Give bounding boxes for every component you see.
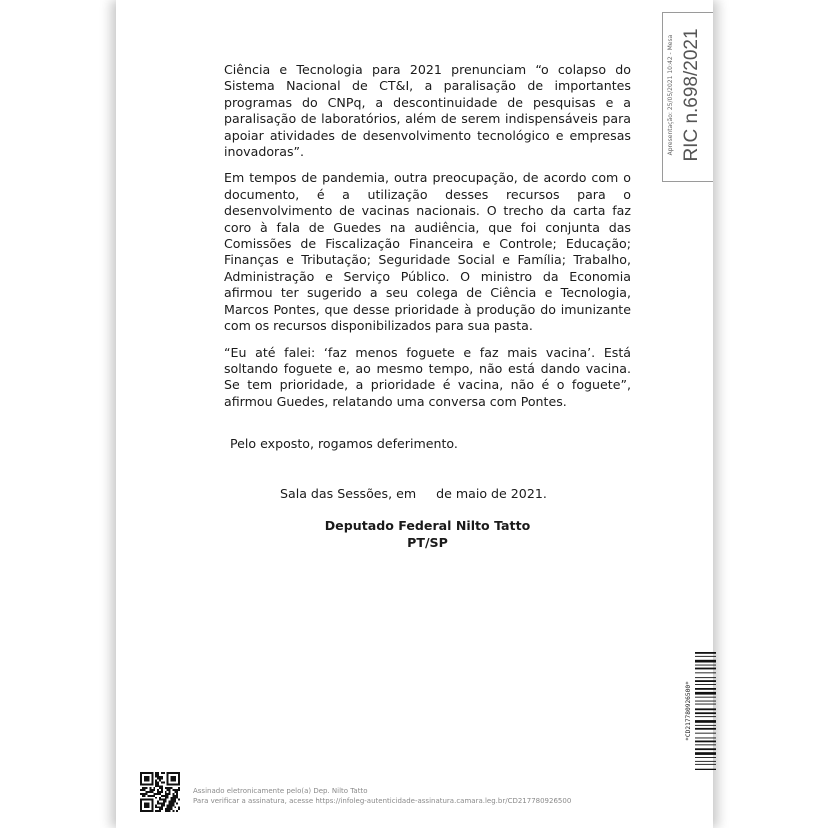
footer-verify-link: Para verificar a assinatura, acesse https://infoleg-autenticidade-assinatura.camara.leg.br/CD217780926500: [193, 797, 572, 805]
barcode-number: *CD217780926500*: [685, 681, 692, 741]
filing-stamp: [662, 12, 713, 182]
qr-code-image: [140, 772, 180, 812]
document-body: [224, 62, 631, 420]
closing-line: Pelo exposto, rogamos deferimento.: [230, 436, 458, 451]
signature-footer: [193, 786, 571, 806]
stamp-date: Apresentação: 25/05/2021 10:42 - Mesa: [667, 34, 674, 156]
signature-name: Deputado Federal Nilto Tatto: [324, 518, 531, 533]
session-line: [280, 486, 547, 501]
signature-block: [224, 517, 631, 551]
footer-signed-by: Assinado eletronicamente pelo(a) Dep. Nilto Tatto: [193, 787, 368, 795]
paragraph-2: Em tempos de pandemia, outra preocupação, de acordo com o documento, é a utilização desses recursos para o desenvolvimento de vacinas nacionais. O trecho da carta faz coro à fala de Guedes na audiência, que foi conjunta das Comissões de Fiscalização Financeira e Controle; Educação; Finanças e Tributação; Seguridade Social e Família; Trabalho, Administração e Serviço Público. O ministro da Economia afirmou ter sugerido a seu colega de Ciência e Tecnologia, Marcos Pontes, que desse prioridade à produção do imunizante com os recursos disponibilizados para sua pasta.: [224, 170, 631, 334]
signature-party: PT/SP: [407, 535, 448, 550]
session-line-end: de maio de 2021.: [436, 486, 547, 501]
document-page: [116, 0, 713, 828]
session-line-start: Sala das Sessões, em: [280, 486, 417, 501]
paragraph-3: “Eu até falei: ‘faz menos foguete e faz mais vacina’. Está soltando foguete e, ao mesmo tempo, não está dando vacina. Se tem prioridade, a prioridade é vacina, não é o foguete”, afirmou Guedes, relatando uma conversa com Pontes.: [224, 344, 631, 409]
paragraph-1: Ciência e Tecnologia para 2021 prenunciam “o colapso do Sistema Nacional de CT&I, a paralisação de importantes programas do CNPq, a descontinuidade de pesquisas e a paralisação de laboratórios, além de serem indispensáveis para apoiar atividades de desenvolvimento tecnológico e empresas inovadoras”.: [224, 62, 631, 160]
stamp-number: RIC n.698/2021: [681, 28, 702, 162]
